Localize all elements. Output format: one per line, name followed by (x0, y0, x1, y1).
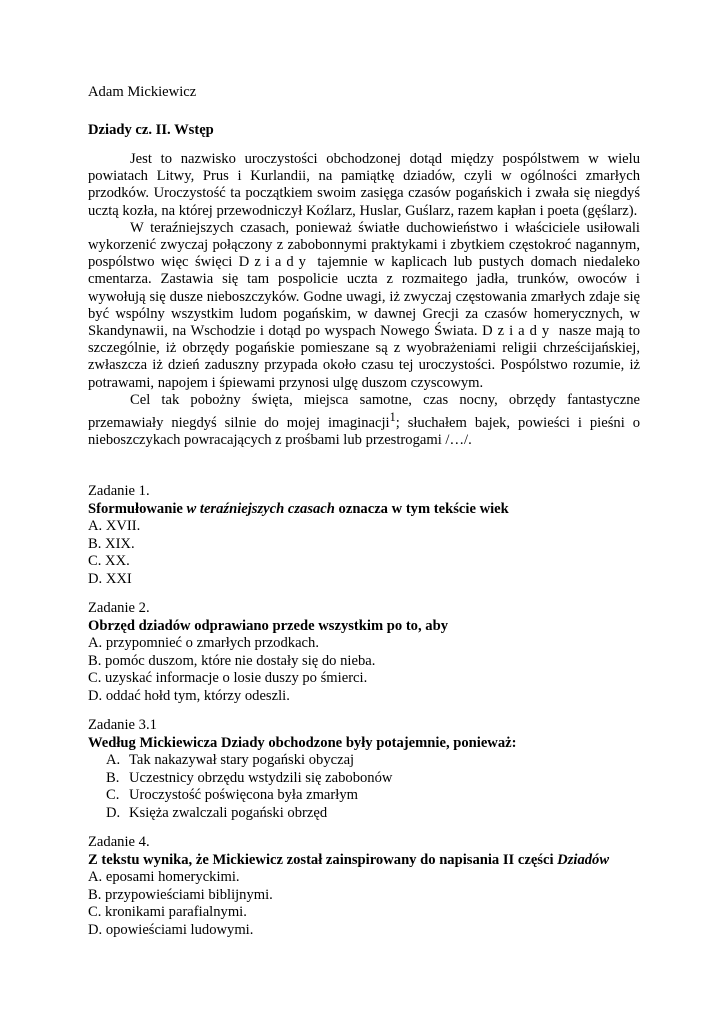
intro-paragraph-2 (88, 220, 640, 392)
answer-text: Tak nakazywał stary pogański obyczaj (129, 752, 355, 769)
answer-letter: A. (106, 752, 121, 769)
task-label: Zadanie 2. (88, 600, 150, 616)
answer-option-b: B. XIX. (88, 535, 135, 552)
answer-option-b: B. przypowieściami biblijnymi. (88, 886, 273, 903)
answer-text: Uczestnicy obrzędu wstydzili się zabobonów (129, 769, 393, 786)
answer-option-a: A. eposami homeryckimi. (88, 869, 240, 886)
answer-option-c: C. kronikami parafialnymi. (88, 904, 247, 921)
answer-option-b: B. pomóc duszom, które nie dostały się do nieba. (88, 652, 376, 669)
answer-letter: B. (106, 769, 120, 786)
answer-option-d (88, 805, 640, 823)
intro-paragraph-2-text-c: nasze mają to szczególnie, iż obrzędy pogańskie pomieszane są z wyobrażeniami religii chrześcijańskiej, zwłaszcza iż dzień zaduszny przypada około czasu tej uroczystości. Pospólstwo rozumie, iż potrawami, napojem i śpiewami przynosi ulgę duszom czyscowym. (88, 323, 640, 391)
answer-option-b (88, 770, 640, 788)
answer-option-a: A. XVII. (88, 518, 141, 535)
question-quote: w teraźniejszych czasach (186, 500, 335, 517)
author-name: Adam Mickiewicz (88, 84, 197, 100)
intro-paragraph-3-text-b: ; słuchałem bajek, powieści i pieśni o nieboszczykach powracających z prośbami lub przestrogami /…/. (88, 414, 641, 449)
question-text: Sformułowanie (88, 500, 187, 517)
question-title-italic: Dziadów (557, 851, 610, 868)
task-label: Zadanie 3.1 (88, 717, 157, 733)
document-title: Dziady cz. II. Wstęp (88, 122, 214, 138)
intro-text (88, 151, 640, 449)
answer-option-c: C. uzyskać informacje o losie duszy po śmierci. (88, 670, 368, 687)
answer-letter: D. (106, 804, 121, 821)
task-label: Zadanie 4. (88, 834, 150, 850)
intro-paragraph-2-text-a: W teraźniejszych czasach, ponieważ światłe duchowieństwo i właściciele usiłowali wykorzenić zwyczaj połączony z zabobonnymi praktykami i zbytkiem częstokroć nagannym, pospólstwo więc święci (88, 219, 640, 271)
task-4 (88, 834, 640, 940)
answer-option-c (88, 787, 640, 805)
task-question (88, 852, 640, 870)
answer-option-d: D. oddać hołd tym, którzy odeszli. (88, 687, 290, 704)
footnote-marker: 1 (389, 410, 396, 425)
answer-letter: C. (106, 787, 120, 804)
task-label: Zadanie 1. (88, 483, 150, 499)
spaced-word-dziady: Dziady (482, 323, 555, 340)
task-2 (88, 600, 640, 706)
intro-paragraph-3-text-a: Cel tak pobożny święta, miejsca samotne, czas nocny, obrzędy fantastyczne przemawiały niegdyś silnie do mojej imaginacji (88, 391, 640, 431)
task-question (88, 501, 640, 519)
intro-paragraph-1-text: Jest to nazwisko uroczystości obchodzonej dotąd między pospólstwem w wielu powiatach Litwy, Prus i Kurlandii, na pamiątkę dziadów, czyli w ogólności zmarłych przodków. Uroczystość ta początkiem swoim zasięga czasów pogańskich i zwała się niegdyś ucztą kozła, na której przewodniczył Koźlarz, Huslar, Guślarz, razem kapłan i poeta (gęślarz). (88, 151, 640, 219)
intro-paragraph-3 (88, 392, 640, 449)
answer-option-a: A. przypomnieć o zmarłych przodkach. (88, 635, 319, 652)
task-question: Według Mickiewicza Dziady obchodzone były potajemnie, ponieważ: (88, 734, 517, 751)
answer-option-d: D. XXI (88, 570, 132, 587)
answer-option-a (88, 752, 640, 770)
answer-text: Księża zwalczali pogański obrzęd (129, 804, 328, 821)
answer-option-c: C. XX. (88, 553, 130, 570)
task-1 (88, 483, 640, 589)
answer-option-d: D. opowieściami ludowymi. (88, 921, 254, 938)
task-question: Obrzęd dziadów odprawiano przede wszystkim po to, aby (88, 617, 448, 634)
intro-paragraph-1 (88, 151, 640, 220)
task-3-1 (88, 717, 640, 823)
answer-text: Uroczystość poświęcona była zmarłym (129, 787, 358, 804)
intro-paragraph-2-text-b: tajemnie w kaplicach lub pustych domach niedaleko cmentarza. Zastawia się tam pospolicie uczta z rozmaitego jadła, trunków, owoców i wywołują się dusze nieboszczyków. Godne uwagi, iż zwyczaj częstowania zmarłych zdaje się być wspólny wszystkim ludom pogańskim, w dawnej Grecji za czasów homerycznych, w Skandynawii, na Wschodzie i dotąd po wyspach Nowego Świata. (88, 254, 640, 340)
spaced-word-dziady: Dziady (238, 254, 311, 271)
question-text: Z tekstu wynika, że Mickiewicz został zainspirowany do napisania II części (88, 851, 558, 868)
question-text: oznacza w tym tekście wiek (334, 500, 509, 517)
